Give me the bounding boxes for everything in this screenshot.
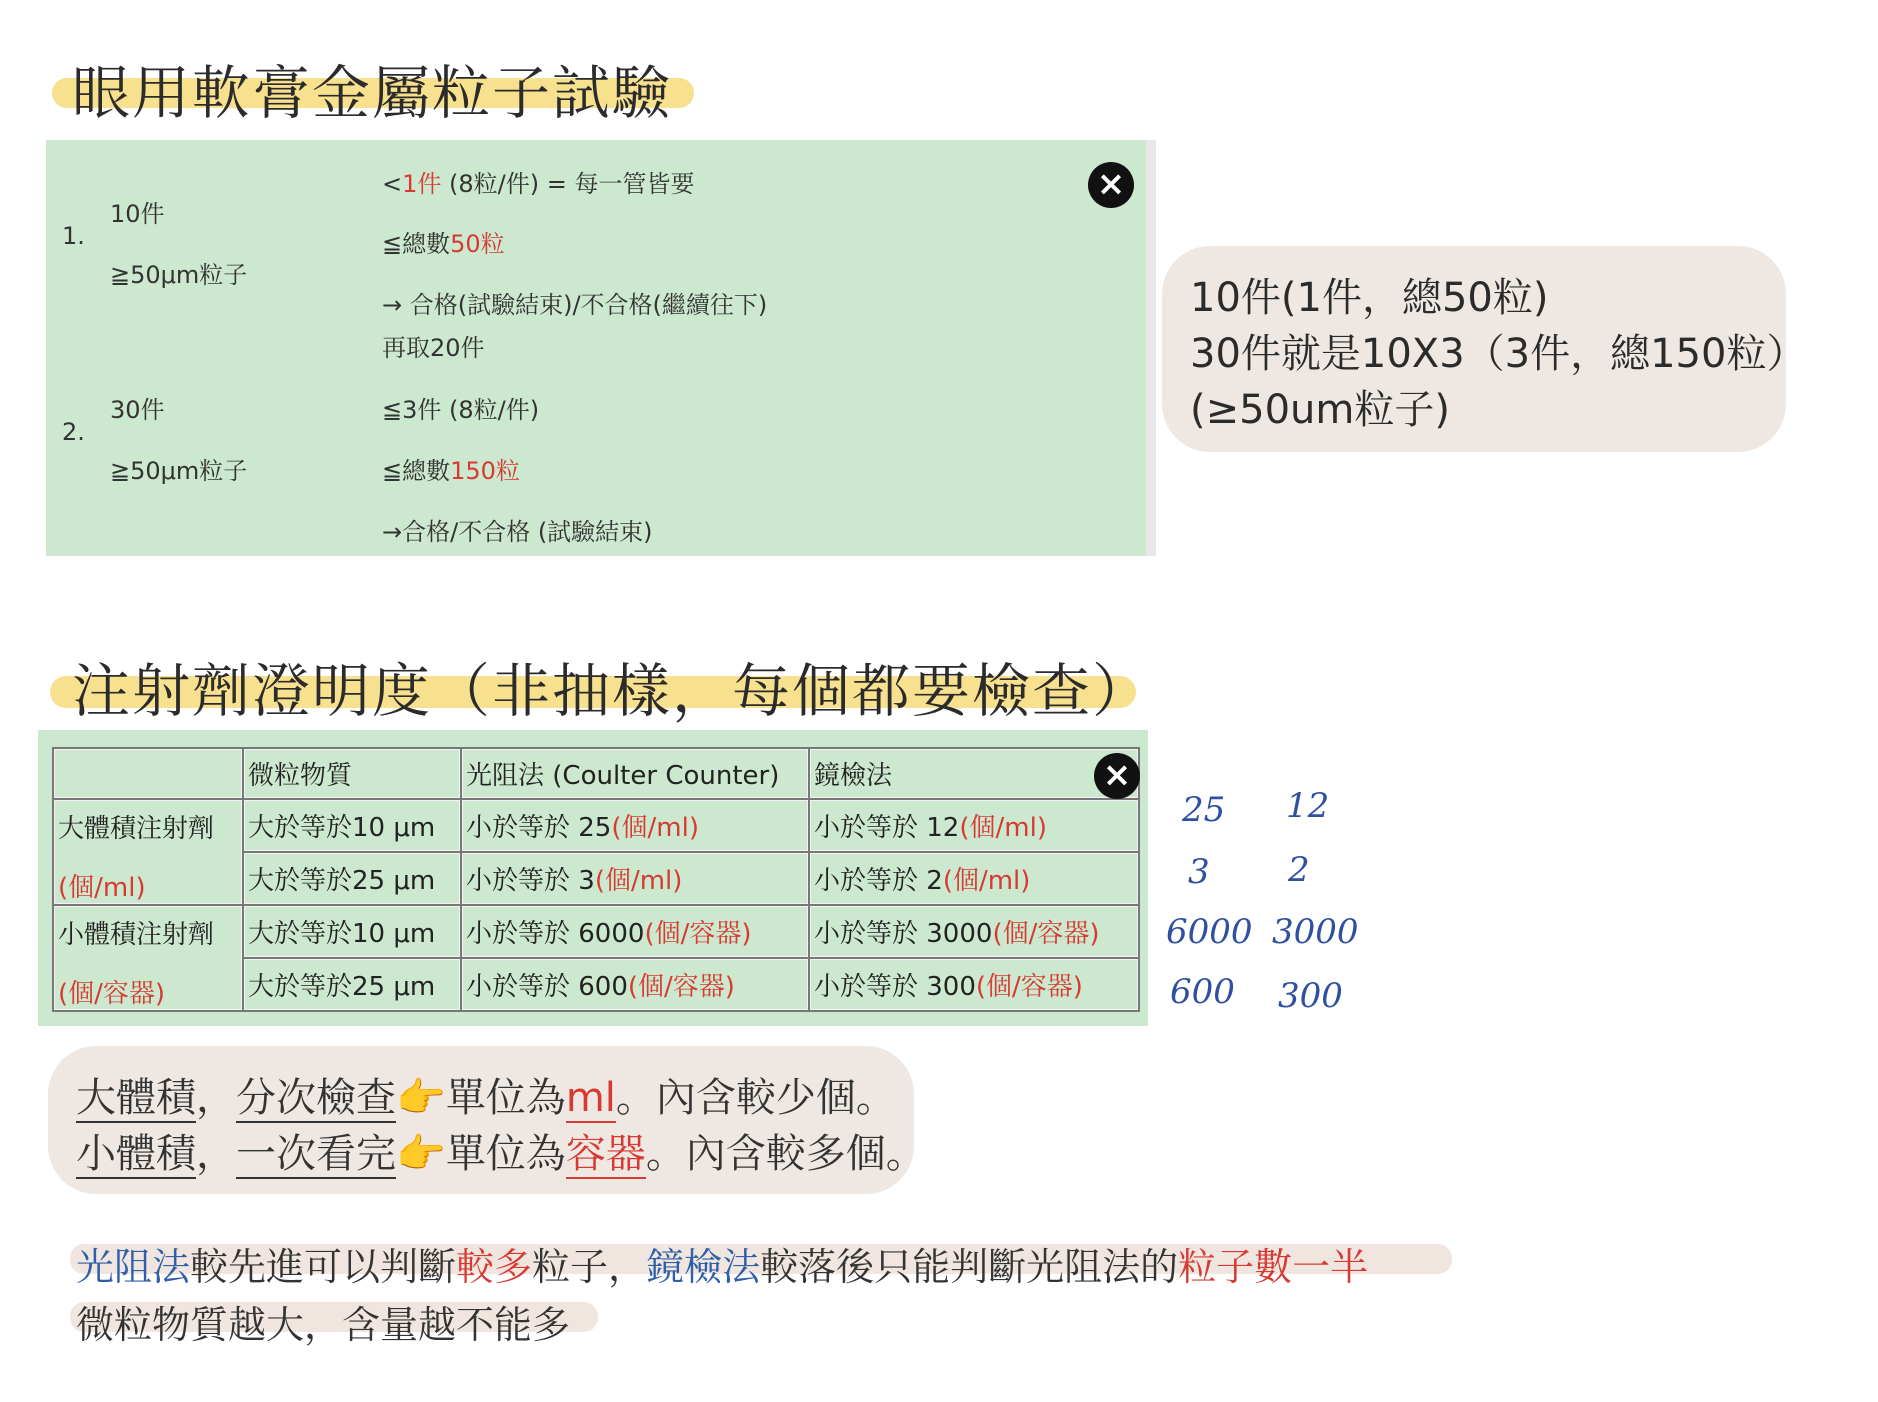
volume-note-line-1: 大體積，分次檢查👉單位為ml。內含較少個。 (76, 1075, 896, 1121)
pointing-hand-icon: 👉 (396, 1131, 446, 1177)
section2-title: 注射劑澄明度（非抽樣，每個都要檢查） (72, 657, 1153, 725)
handwritten-number: 300 (1278, 976, 1343, 1016)
group-unit: (個/ml) (58, 873, 146, 903)
group-label-cell (53, 905, 243, 1011)
row2-particle: ≧50μm粒子 (110, 457, 248, 485)
header-cell (53, 748, 243, 799)
header-cell: 鏡檢法 (809, 748, 1139, 799)
group-label-cell (53, 799, 243, 905)
size-cell: 大於等於25 μm (243, 958, 461, 1011)
criteria-panel (46, 140, 1156, 556)
handwritten-number: 3 (1188, 852, 1210, 892)
handwritten-number: 3000 (1272, 912, 1359, 952)
row2-criterion-1: ≦3件 (8粒/件) (382, 396, 540, 424)
micro-cell: 小於等於 300(個/容器) (809, 958, 1139, 1011)
table-header-row (53, 748, 1139, 799)
row2-criterion-2: ≦總數150粒 (382, 457, 520, 485)
row1-criterion-4: 再取20件 (382, 334, 485, 362)
volume-note-line-2: 小體積，一次看完👉單位為容器。內含較多個。 (76, 1131, 926, 1177)
section1-title: 眼用軟膏金屬粒子試驗 (72, 59, 673, 127)
row1-criterion-3: → 合格(試驗結束)/不合格(繼續往下) (382, 291, 768, 319)
micro-cell: 小於等於 12(個/ml) (809, 799, 1139, 852)
light-cell: 小於等於 3(個/ml) (461, 852, 809, 905)
row2-criterion-3: →合格/不合格 (試驗結束) (382, 518, 653, 546)
close-icon[interactable]: × (1094, 753, 1140, 799)
header-cell: 微粒物質 (243, 748, 461, 799)
note-line-2: 30件就是10X3（3件，總150粒） (1190, 331, 1807, 377)
row2-number: 2. (62, 418, 85, 446)
clarity-table (52, 747, 1140, 1012)
row1-particle: ≧50μm粒子 (110, 261, 248, 289)
row1-count: 10件 (110, 200, 165, 228)
size-cell: 大於等於10 μm (243, 799, 461, 852)
summary-line-2: 微粒物質越大，含量越不能多 (76, 1303, 571, 1347)
row1-number: 1. (62, 222, 85, 250)
group-label: 大體積注射劑 (58, 814, 215, 844)
row1-criterion-2: ≦總數50粒 (382, 230, 505, 258)
row2-count: 30件 (110, 396, 165, 424)
micro-cell: 小於等於 3000(個/容器) (809, 905, 1139, 958)
light-cell: 小於等於 600(個/容器) (461, 958, 809, 1011)
note-line-3: (≥50um粒子) (1190, 387, 1450, 433)
size-cell: 大於等於25 μm (243, 852, 461, 905)
size-cell: 大於等於10 μm (243, 905, 461, 958)
handwritten-number: 600 (1170, 972, 1235, 1012)
header-cell: 光阻法 (Coulter Counter) (461, 748, 809, 799)
summary-line-1: 光阻法較先進可以判斷較多粒子，鏡檢法較落後只能判斷光阻法的粒子數一半 (76, 1245, 1369, 1289)
row1-criterion-1: <1件 (8粒/件) = 每一管皆要 (382, 170, 695, 198)
handwritten-number: 25 (1182, 790, 1226, 830)
handwritten-number: 12 (1286, 786, 1330, 826)
table-row (53, 799, 1139, 852)
light-cell: 小於等於 25(個/ml) (461, 799, 809, 852)
note-line-1: 10件(1件，總50粒) (1190, 275, 1549, 321)
table-row (53, 905, 1139, 958)
light-cell: 小於等於 6000(個/容器) (461, 905, 809, 958)
close-icon[interactable]: × (1088, 162, 1134, 208)
handwritten-number: 2 (1288, 850, 1310, 890)
pointing-hand-icon: 👉 (396, 1075, 446, 1121)
micro-cell: 小於等於 2(個/ml) (809, 852, 1139, 905)
handwritten-number: 6000 (1166, 912, 1253, 952)
group-label: 小體積注射劑 (58, 920, 215, 950)
group-unit: (個/容器) (58, 979, 166, 1009)
